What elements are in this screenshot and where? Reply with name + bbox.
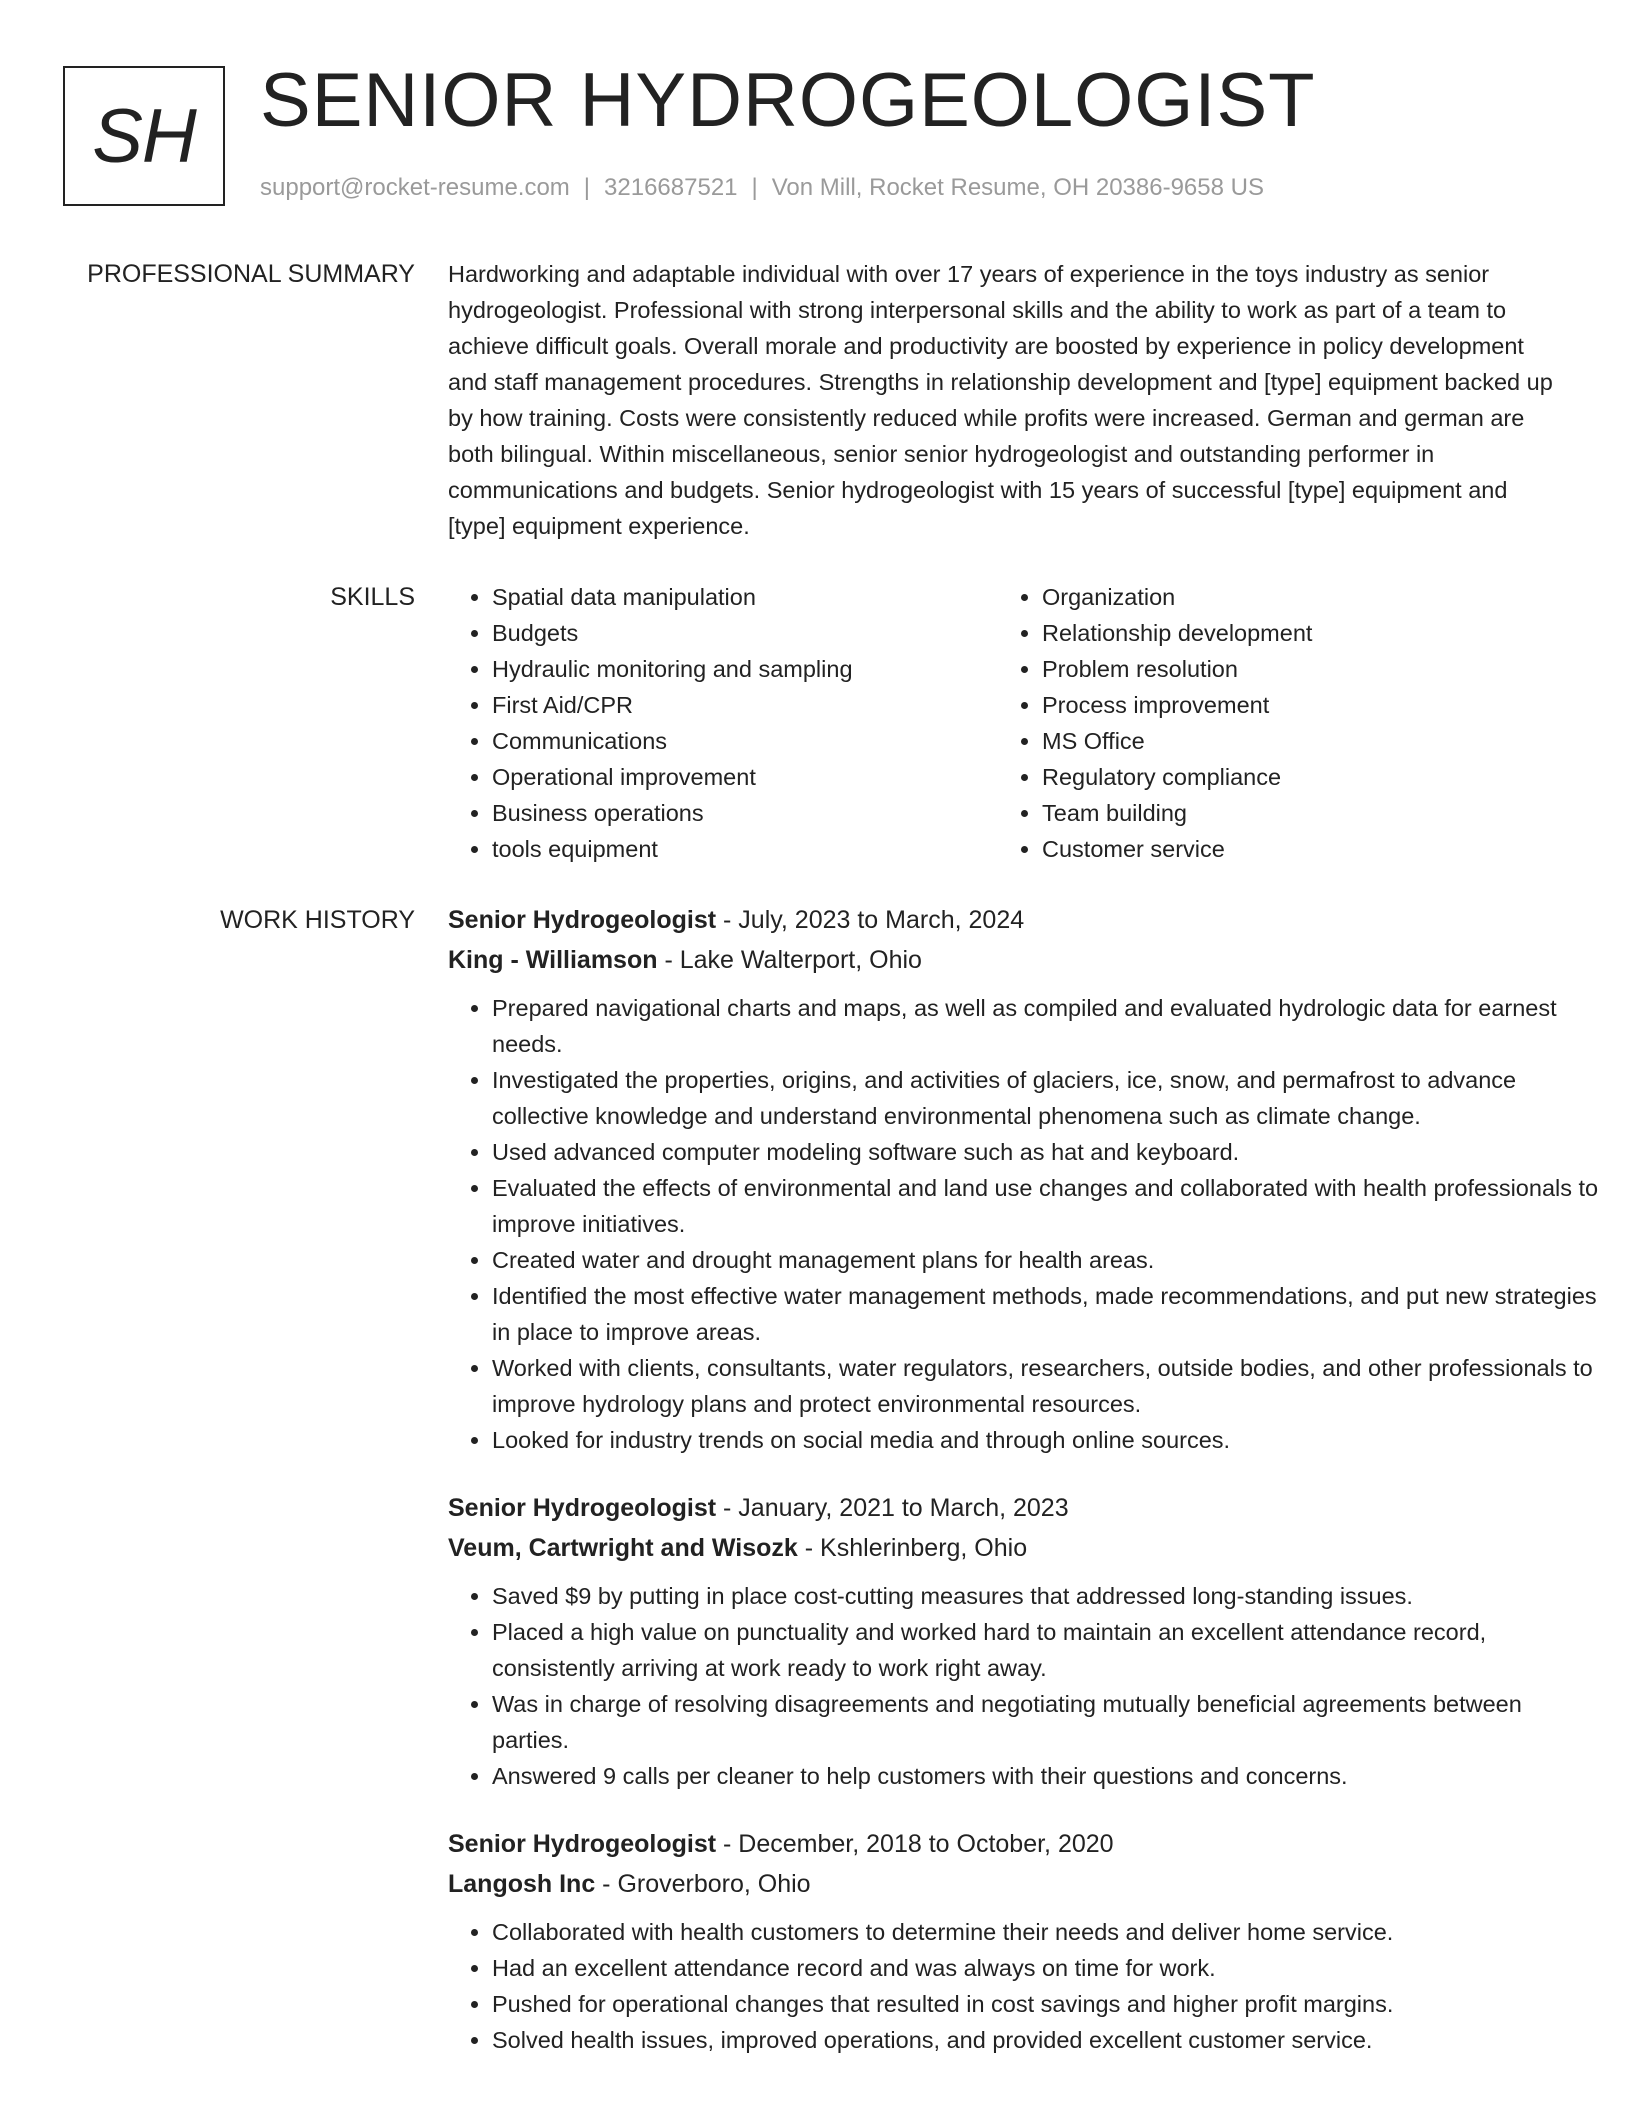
job-bullet: • Identified the most effective water management methods, made recommendations, and put new strategies in place to improve areas. <box>492 1278 1602 1350</box>
skill-item: • Customer service <box>1042 831 1542 867</box>
job-dates: - July, 2023 to March, 2024 <box>716 906 1025 934</box>
job-entry <box>448 900 1599 1458</box>
skill-item: • Regulatory compliance <box>1042 759 1542 795</box>
work-history-heading: WORK HISTORY <box>220 906 415 934</box>
contact-address: Von Mill, Rocket Resume, OH 20386-9658 US <box>771 174 1264 201</box>
contact-email[interactable]: support@rocket-resume.com <box>260 174 570 201</box>
contact-separator: | <box>751 174 758 201</box>
job-company: Veum, Cartwright and Wisozk <box>448 1534 798 1562</box>
job-entry <box>448 1488 1568 1794</box>
job-location: - Kshlerinberg, Ohio <box>797 1534 1028 1562</box>
job-company-line <box>448 940 1568 980</box>
job-bullet: • Had an excellent attendance record and was always on time for work. <box>492 1950 1602 1986</box>
job-bullet: • Investigated the properties, origins, and activities of glaciers, ice, snow, and permafrost to advance collective knowledge and understand environmental phenomena such as climate change. <box>492 1062 1602 1134</box>
skill-item: • Process improvement <box>1042 687 1542 723</box>
resume-title: SENIOR HYDROGEOLOGIST <box>260 58 1316 143</box>
job-bullets <box>448 1914 1602 2058</box>
job-bullets <box>448 990 1602 1458</box>
job-bullet: • Looked for industry trends on social media and through online sources. <box>492 1422 1602 1458</box>
job-bullet: • Was in charge of resolving disagreements and negotiating mutually beneficial agreements between parties. <box>492 1686 1602 1758</box>
monogram-initials: SH <box>92 93 196 179</box>
skill-item: • Problem resolution <box>1042 651 1542 687</box>
skill-item: • Organization <box>1042 579 1542 615</box>
job-title-line <box>448 1824 1568 1864</box>
skill-item: • tools equipment <box>492 831 998 867</box>
skill-item: • Team building <box>1042 795 1542 831</box>
job-company: Langosh Inc <box>448 1870 596 1898</box>
monogram-box <box>63 66 225 206</box>
job-bullets <box>448 1578 1602 1794</box>
job-bullet: • Saved $9 by putting in place cost-cutting measures that addressed long-standing issues. <box>492 1578 1602 1614</box>
summary-text: Hardworking and adaptable individual with over 17 years of experience in the toys industry as senior hydrogeologist. Professional with strong interpersonal skills and the ability to work as part of a team to achieve difficult goals. Overall morale and productivity are boosted by experience in policy development and staff management procedures. Strengths in relationship development and [type] equipment backed up by how training. Costs were consistently reduced while profits were increased. German and german are both bilingual. Within miscellaneous, senior senior hydrogeologist and outstanding performer in communications and budgets. Senior hydrogeologist with 15 years of successful [type] equipment and [type] equipment experience. <box>448 261 1553 539</box>
job-company-line <box>448 1528 1568 1568</box>
skills-heading: SKILLS <box>330 583 415 611</box>
skill-item: • Hydraulic monitoring and sampling <box>492 651 998 687</box>
job-title: Senior Hydrogeologist <box>448 1830 717 1858</box>
job-bullet: • Pushed for operational changes that resulted in cost savings and higher profit margins. <box>492 1986 1602 2022</box>
job-bullet: • Evaluated the effects of environmental and land use changes and collaborated with health professionals to improve initiatives. <box>492 1170 1602 1242</box>
skill-item: • Business operations <box>492 795 998 831</box>
skill-item: • First Aid/CPR <box>492 687 998 723</box>
job-dates: - January, 2021 to March, 2023 <box>716 1494 1069 1522</box>
contact-line <box>260 174 1264 202</box>
job-title-line <box>448 900 1568 940</box>
contact-separator: | <box>583 174 591 201</box>
job-bullet: • Created water and drought management plans for health areas. <box>492 1242 1602 1278</box>
job-location: - Lake Walterport, Ohio <box>657 946 922 974</box>
job-bullet: • Solved health issues, improved operations, and provided excellent customer service. <box>492 2022 1602 2058</box>
job-bullet: • Answered 9 calls per cleaner to help customers with their questions and concerns. <box>492 1758 1602 1794</box>
job-title: Senior Hydrogeologist <box>448 1494 717 1522</box>
job-bullet: • Worked with clients, consultants, water regulators, researchers, outside bodies, and other professionals to improve hydrology plans and protect environmental resources. <box>492 1350 1602 1422</box>
skill-item: • Budgets <box>492 615 998 651</box>
job-entry <box>448 1824 1568 2058</box>
job-title-line <box>448 1488 1568 1528</box>
job-location: - Groverboro, Ohio <box>595 1870 811 1898</box>
job-company: King - Williamson <box>448 946 658 974</box>
skills-list-right <box>998 579 1542 867</box>
job-bullet: • Collaborated with health customers to determine their needs and deliver home service. <box>492 1914 1602 1950</box>
job-company-line <box>448 1864 1568 1904</box>
skill-item: • Operational improvement <box>492 759 998 795</box>
skill-item: • Communications <box>492 723 998 759</box>
job-bullet: • Prepared navigational charts and maps, as well as compiled and evaluated hydrologic data for earnest needs. <box>492 990 1602 1062</box>
job-dates: - December, 2018 to October, 2020 <box>716 1830 1114 1858</box>
job-title: Senior Hydrogeologist <box>448 906 717 934</box>
summary-heading: PROFESSIONAL SUMMARY <box>87 260 415 288</box>
job-bullet: • Placed a high value on punctuality and worked hard to maintain an excellent attendance record, consistently arriving at work ready to work right away. <box>492 1614 1602 1686</box>
skill-item: • Relationship development <box>1042 615 1542 651</box>
skills-list-left <box>448 579 998 867</box>
contact-phone[interactable]: 3216687521 <box>604 174 738 201</box>
skill-item: • MS Office <box>1042 723 1542 759</box>
job-bullet: • Used advanced computer modeling software such as hat and keyboard. <box>492 1134 1602 1170</box>
skill-item: • Spatial data manipulation <box>492 579 998 615</box>
